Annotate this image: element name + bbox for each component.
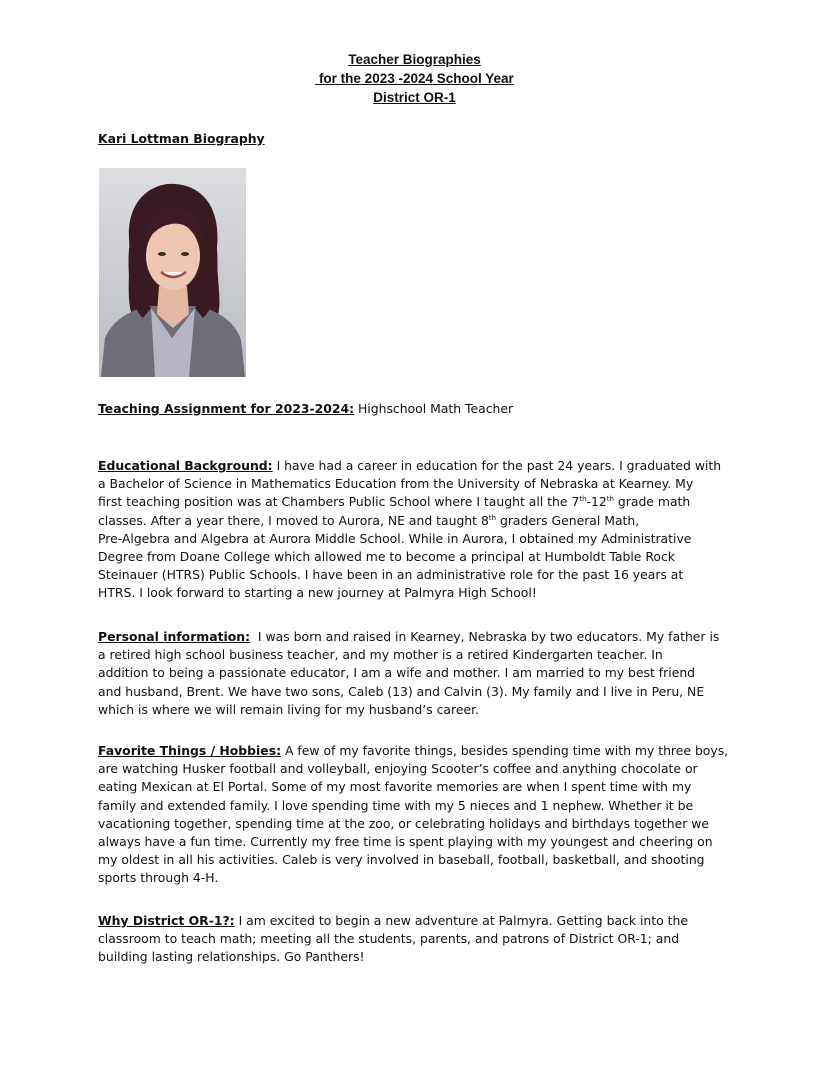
header-district: District OR-1 bbox=[373, 90, 456, 105]
text-line: always have a fun time. Currently my free time is spent playing with my youngest and cheering on bbox=[98, 834, 713, 850]
text-line: I was born and raised in Kearney, Nebraska by two educators. My father is bbox=[250, 629, 720, 644]
text-line: eating Mexican at El Portal. Some of my most favorite memories are when I spent time with my bbox=[98, 779, 692, 795]
text-line: graders General Math, bbox=[496, 512, 640, 528]
header-title: Teacher Biographies bbox=[348, 52, 481, 67]
document-header bbox=[0, 50, 829, 107]
text-line: which is where we will remain living for my husband’s career. bbox=[98, 701, 479, 717]
text-line: my oldest in all his activities. Caleb is very involved in baseball, football, basketball, and shooting bbox=[98, 852, 705, 868]
favorite-things-label: Favorite Things / Hobbies: bbox=[98, 743, 282, 758]
superscript: th bbox=[579, 495, 587, 504]
text-line: building lasting relationships. Go Panthers! bbox=[98, 949, 365, 965]
text-line: family and extended family. I love spending time with my 5 nieces and 1 nephew. Whether it be bbox=[98, 797, 694, 813]
text-line: classes. After a year there, I moved to Aurora, NE and taught 8 bbox=[98, 512, 489, 528]
text-line: Steinauer (HTRS) Public Schools. I have been in an administrative role for the past 16 years at bbox=[98, 567, 684, 583]
teaching-assignment-label: Teaching Assignment for 2023-2024: bbox=[98, 401, 355, 416]
text-line: vacationing together, spending time at the zoo, or celebrating holidays and birthdays together we bbox=[98, 815, 710, 831]
text-line: addition to being a passionate educator, I am a wife and mother. I am married to my best friend bbox=[98, 665, 696, 681]
teaching-assignment bbox=[98, 400, 513, 418]
superscript: th bbox=[488, 513, 497, 522]
text-line: are watching Husker football and volleyball, enjoying Scooter’s coffee and anything chocolate or bbox=[98, 761, 698, 777]
text-line: Pre-Algebra and Algebra at Aurora Middle School. While in Aurora, I obtained my Administrative bbox=[98, 530, 692, 546]
text-line: Degree from Doane College which allowed me to become a principal at Humboldt Table Rock bbox=[98, 549, 675, 565]
educational-background-label: Educational Background: bbox=[98, 458, 273, 473]
personal-information-label: Personal information: bbox=[98, 629, 251, 644]
text-line: I am excited to begin a new adventure at Palmyra. Getting back into the bbox=[234, 913, 688, 928]
text-line: sports through 4-H. bbox=[98, 870, 219, 886]
text-line: a retired high school business teacher, and my mother is a retired Kindergarten teacher. In bbox=[98, 647, 663, 663]
superscript: th bbox=[606, 495, 614, 504]
why-district-label: Why District OR-1?: bbox=[98, 913, 235, 928]
text-line: classroom to teach math; meeting all the students, parents, and patrons of District OR-1; and bbox=[98, 931, 680, 947]
header-school-year: for the 2023 -2024 School Year bbox=[315, 71, 514, 86]
text-line: a Bachelor of Science in Mathematics Education from the University of Nebraska at Kearney. My bbox=[98, 476, 694, 492]
text-line: first teaching position was at Chambers Public School where I taught all the 7 bbox=[98, 494, 580, 510]
text-line: A few of my favorite things, besides spending time with my three boys, bbox=[281, 743, 729, 758]
text-line: HTRS. I look forward to starting a new journey at Palmyra High School! bbox=[98, 585, 537, 601]
biography-title: Kari Lottman Biography bbox=[98, 131, 265, 146]
portrait-illustration bbox=[99, 168, 246, 377]
text-line: -12 bbox=[586, 494, 607, 510]
why-district-section bbox=[98, 912, 738, 967]
text-line: I have had a career in education for the past 24 years. I graduated with bbox=[272, 458, 722, 473]
teacher-portrait-photo bbox=[99, 168, 246, 377]
educational-background-section bbox=[98, 457, 738, 603]
favorite-things-section bbox=[98, 742, 738, 888]
text-line: and husband, Brent. We have two sons, Caleb (13) and Calvin (3). My family and I live in Peru, NE bbox=[98, 683, 705, 699]
text-line: grade math bbox=[613, 494, 691, 510]
teaching-assignment-value: Highschool Math Teacher bbox=[354, 401, 514, 416]
personal-information-section bbox=[98, 628, 738, 719]
